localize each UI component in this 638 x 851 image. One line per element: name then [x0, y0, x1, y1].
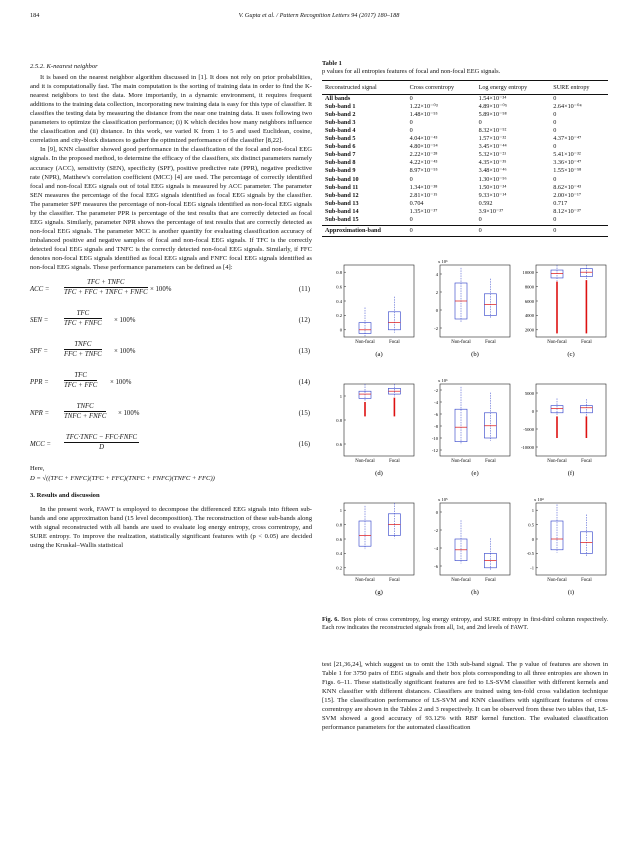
- y-tick-label: -12: [431, 447, 438, 453]
- page-number: 184: [30, 12, 40, 19]
- table-cell: 0: [553, 94, 557, 102]
- x-tick-label: Focal: [389, 578, 400, 583]
- table-cell: 0: [409, 216, 413, 224]
- table-cell: Sub-band 8: [325, 159, 356, 167]
- x-tick-label: Non-focal: [451, 578, 471, 583]
- y-tick-label: 0.2: [336, 565, 342, 571]
- table-cell: 4.37×10⁻⁴⁷: [553, 135, 582, 143]
- figure-caption-text: Box plots of cross correntropy, log energy entropy, and SURE entropy in first-third column respectively. Each row indicates the reconstructed signals from all, 1st, and 2nd levels of FAWT.: [322, 616, 609, 631]
- table-cell: Sub-band 1: [325, 102, 356, 110]
- table-cell: 3.45×10⁻⁴⁴: [478, 143, 507, 151]
- boxplot-panel: [418, 376, 514, 495]
- table-row: [322, 208, 608, 216]
- table-cell: 1.30×10⁻⁵⁶: [478, 175, 507, 183]
- y-tick-label: 0.6: [336, 441, 342, 447]
- x-tick-label: Non-focal: [451, 340, 471, 345]
- table-row: [322, 136, 608, 144]
- paragraph-knn: It is based on the nearest neighbor algorithm discussed in [1]. It does not rely on prior probabilities, and it is computationally fast. The main computation is the sorting of training data in order to find the K-nearest neighbors to test the data. More importantly, in a dynamic environment, it requires frequent additions to the training data collection, incorporating new training data is easy for this type of classifier. It classifies the testing data by measuring the distance from the near one training data. It uses following two parameters to optimize the classification performance; (i) K which decides how many neighbors influence the classification and (ii) distance. In this work, we varied K from 1 to 5 and used Euclidean, cosine, correlation and city-block distances to gather the optimized performance of the classifier [8,22].: [30, 74, 312, 145]
- y-tick-label: -8: [434, 423, 438, 429]
- x-tick-label: Non-focal: [547, 459, 567, 464]
- boxplot-panel: [418, 257, 514, 376]
- table-cell: Sub-band 15: [325, 216, 359, 224]
- y-tick-label: 2: [435, 289, 438, 295]
- equation-sen: SEN = TFC TFC + FNFC × 100% (12): [30, 310, 310, 328]
- table-cell: 5.89×10⁻⁵⁸: [478, 110, 507, 118]
- paragraph-metrics: In [9], KNN classifier showed good performance in the classification of the focal and non-focal EEG signals. In the proposed method, to determine the efficacy of the classifiers, six distinct parameters namely accuracy (ACC), sensitivity (SEN), specificity (SPF), positive predictive rate (PPR), negative predictive rate (NPR), Matthew's correlation coefficient (MCC) [4] are used. The percentage of correctly identified focal and non-focal EEG signals out of total EEG signals is measured by ACC parameter. The parameter SEN measures the percentage of the focal EEG signals identified as focal EEG signals by the classifier. The parameter SPF measures the percentage of non-focal EEG signals identified as non-focal EEG signals by the classifier. The parameter PPR is percentage of the test results that are correctly detected as focal EEG signals. Similarly, parameter NPR shows the percentage of test results that are correctly detected as non-focal EEG signals. The parameter MCC is another quantity for evaluating classification accuracy of imbalanced positive and negative samples of focal and non-focal EEG signals. If TFC is the correctly detected focal EEG signals and TNFC is the correctly detected non-focal EEG signals. Similarly, if FFC denotes non-focal EEG signals identified as focal EEG signals and FNFC focal EEG signals identified as non-focal EEG signals. These performance parameters can be defined as [4]:: [30, 146, 312, 272]
- plot-frame: [344, 384, 414, 456]
- x-tick-label: Non-focal: [547, 340, 567, 345]
- y-tick-label: -2: [434, 527, 438, 533]
- plot-frame: [536, 503, 606, 575]
- y-tick-label: -2: [434, 325, 438, 331]
- equation-mcc: MCC = TFC·TNFC − FFC·FNFC D (16): [30, 434, 310, 452]
- table-row: [322, 225, 608, 237]
- table-cell: 0: [478, 216, 482, 224]
- table-cell: Sub-band 4: [325, 127, 356, 135]
- y-tick-label: 0.8: [336, 270, 342, 275]
- y-tick-label: 0.4: [336, 298, 342, 304]
- table-row: [322, 111, 608, 119]
- panel-label: (e): [471, 470, 479, 477]
- y-tick-label: -6: [434, 411, 438, 417]
- y-tick-label: 2000: [524, 327, 534, 333]
- table-cell: Sub-band 11: [325, 183, 359, 191]
- x-tick-label: Focal: [389, 340, 400, 345]
- y-tick-label: 0: [339, 327, 342, 333]
- y-tick-label: 5000: [524, 390, 534, 396]
- x-tick-label: Focal: [485, 578, 496, 583]
- table-cell: 0: [553, 110, 557, 118]
- x-tick-label: Non-focal: [451, 459, 471, 464]
- panel-label: (a): [375, 351, 383, 358]
- y-tick-label: 0: [531, 408, 534, 414]
- table-cell: 0: [553, 175, 557, 183]
- y-tick-label: 1: [531, 508, 534, 513]
- table-cell: 4.35×10⁻³⁵: [478, 159, 507, 167]
- p-value-table: [322, 80, 608, 237]
- table-cell: Sub-band 5: [325, 135, 356, 143]
- section-title: 3. Results and discussion: [30, 492, 100, 500]
- x-tick-label: Non-focal: [547, 578, 567, 583]
- table-cell: 8.12×10⁻³⁷: [553, 207, 582, 215]
- panel-label: (g): [375, 589, 383, 596]
- table-cell: Sub-band 6: [325, 143, 356, 151]
- x-tick-label: Non-focal: [355, 340, 375, 345]
- y-tick-label: 0: [435, 509, 438, 515]
- table-cell: 4.80×10⁻⁵⁴: [409, 143, 438, 151]
- y-tick-label: 0.6: [336, 536, 342, 542]
- table-cell: 1.55×10⁻⁵⁸: [553, 167, 582, 175]
- y-tick-label: -6: [434, 563, 438, 569]
- y-tick-label: 0.8: [336, 417, 342, 423]
- y-tick-label: -10000: [520, 444, 534, 450]
- table-cell: 1.35×10⁻³⁷: [409, 207, 438, 215]
- axis-exponent: x 10⁵: [438, 497, 448, 502]
- panel-label: (b): [471, 351, 479, 358]
- table-cell: 8.97×10⁻⁵⁵: [409, 167, 438, 175]
- page-header: [30, 12, 608, 24]
- x-tick-label: Non-focal: [355, 459, 375, 464]
- table-cell: 1.22×10⁻⁰³: [409, 102, 438, 110]
- axis-exponent: x 10⁶: [438, 259, 448, 264]
- x-tick-label: Focal: [581, 340, 592, 345]
- table-cell: 0: [409, 175, 413, 183]
- table-caption-text: p values for all entropies features of focal and non-focal EEG signals.: [322, 68, 501, 75]
- here-label: Here,: [30, 465, 45, 473]
- table-cell: 2.00×10⁻¹⁷: [553, 191, 582, 199]
- table-header-cell: Cross correntropy: [407, 81, 476, 95]
- y-tick-label: 1: [339, 508, 342, 513]
- y-tick-label: 0: [435, 307, 438, 313]
- table-cell: 0.704: [409, 199, 424, 207]
- table-cell: Sub-band 13: [325, 199, 359, 207]
- table-cell: 2.22×10⁻²⁸: [409, 151, 438, 159]
- y-tick-label: 0.2: [336, 313, 342, 319]
- table-row: [322, 119, 608, 127]
- y-tick-label: 0.6: [336, 284, 342, 290]
- table-row: [322, 184, 608, 192]
- table-cell: 1.54×10⁻³⁴: [478, 94, 507, 102]
- x-tick-label: Focal: [485, 459, 496, 464]
- table-cell: 1.48×10⁻⁵⁵: [409, 110, 438, 118]
- boxplot-panel: [322, 495, 418, 614]
- y-tick-label: -1: [530, 565, 534, 571]
- paragraph-results-cont: test [21,36,24], which suggest us to omit the 13th sub-band signal. The p value of features are shown in Table 1 for 3750 pairs of EEG signals and their box plots corresponding to all three entropies are shown in Figs. 6–11. These statistically significant features are fed to LS-SVM classifier with different kernels and KNN classifier with different distances. Classifiers are trained using ten-fold cross validation technique [15]. The classification performance of LS-SVM and KNN classifiers with significant features of cross correntropy are shown in the Tables 2 and 3 respectively. It can be observed from these two tables that, LS-SVM showed a good accuracy of 93.12% with RBF kernel function. The evaluated classification performance parameters for the automated classification: [322, 661, 608, 732]
- y-tick-label: 0: [531, 536, 534, 542]
- x-tick-label: Focal: [581, 578, 592, 583]
- axis-exponent: x 10⁶: [438, 378, 448, 383]
- d-equation: D = √((TFC + FNFC)(TFC + FFC)(TNFC + FNFC)(TNFC + FFC)): [30, 475, 215, 483]
- figure-caption-label: Fig. 6.: [322, 616, 339, 623]
- right-column-text: [322, 660, 608, 732]
- axis-exponent: x 10⁴: [534, 497, 544, 502]
- table-header-cell: Log energy entropy: [476, 81, 551, 95]
- table-cell: 3.48×10⁻⁴⁶: [478, 167, 507, 175]
- table-cell: 5.41×10⁻³²: [553, 151, 581, 159]
- table-cell: 0: [407, 225, 476, 237]
- table-cell: 4.04×10⁻⁴³: [409, 135, 438, 143]
- x-tick-label: Non-focal: [355, 578, 375, 583]
- table-cell: 0: [550, 225, 608, 237]
- plot-frame: [536, 265, 606, 337]
- table-cell: 0: [553, 216, 557, 224]
- table-cell: 3.9×10⁻³⁷: [478, 207, 504, 215]
- y-tick-label: -2: [434, 387, 438, 393]
- running-head: V. Gupta et al. / Pattern Recognition Letters 94 (2017) 180–188: [238, 12, 400, 19]
- plot-frame: [440, 265, 510, 337]
- table-cell: 9.33×10⁻¹⁴: [478, 191, 507, 199]
- table-cell: All bands: [325, 94, 351, 102]
- table-cell: Sub-band 12: [325, 191, 359, 199]
- y-tick-label: 4: [435, 271, 438, 277]
- panel-label: (f): [567, 470, 575, 477]
- y-tick-label: 4000: [524, 313, 534, 319]
- table-cell: 0: [553, 127, 557, 135]
- equation-npr: NPR = TNFC TNFC + FNFC × 100% (15): [30, 403, 310, 421]
- table-label: Table 1: [322, 60, 342, 67]
- y-tick-label: -4: [434, 545, 438, 551]
- table-cell: 8.32×10⁻⁵²: [478, 127, 507, 135]
- equation-acc: ACC = TFC + TNFC TFC + FFC + TNFC + FNFC × 100% (11): [30, 279, 310, 297]
- left-column: [30, 62, 312, 550]
- table-cell: Approximation-band: [322, 225, 407, 237]
- y-tick-label: 6000: [524, 298, 534, 304]
- table-cell: 2.64×10⁻⁰⁴: [553, 102, 582, 110]
- table-row: [322, 216, 608, 225]
- table-cell: 0: [476, 225, 551, 237]
- table-header-cell: SURE entropy: [550, 81, 608, 95]
- plot-frame: [344, 265, 414, 337]
- y-tick-label: 0.5: [528, 522, 534, 528]
- table-cell: 1.34×10⁻³⁸: [409, 183, 438, 191]
- plot-frame: [344, 503, 414, 575]
- y-tick-label: 10000: [522, 270, 534, 275]
- boxplot-panel: [514, 495, 610, 614]
- table-cell: Sub-band 2: [325, 110, 356, 118]
- table-cell: 0: [409, 118, 413, 126]
- table-cell: Sub-band 7: [325, 151, 356, 159]
- y-tick-label: 8000: [524, 284, 534, 290]
- table-block: [322, 60, 608, 237]
- y-tick-label: -10: [431, 435, 438, 441]
- panel-label: (i): [567, 589, 575, 596]
- panel-label: (h): [471, 589, 479, 596]
- table-row: [322, 168, 608, 176]
- boxplot-panel: [418, 495, 514, 614]
- table-cell: 0.592: [478, 199, 493, 207]
- table-cell: 4.22×10⁻⁴³: [409, 159, 438, 167]
- y-tick-label: 0.4: [336, 551, 342, 557]
- table-cell: 1.57×10⁻³²: [478, 135, 507, 143]
- subsection-title: 2.5.2. K-nearest neighbor: [30, 63, 98, 70]
- figure-6: [322, 257, 608, 659]
- table-cell: 0: [409, 127, 413, 135]
- plot-frame: [440, 503, 510, 575]
- table-cell: 0: [409, 94, 413, 102]
- table-cell: 8.62×10⁻⁴³: [553, 183, 582, 191]
- table-row: [322, 103, 608, 111]
- plot-frame: [536, 384, 606, 456]
- equation-spf: SPF = TNFC FFC + TNFC × 100% (13): [30, 341, 310, 359]
- y-tick-label: -5000: [523, 426, 534, 432]
- paragraph-results: In the present work, FAWT is employed to decompose the differenced EEG signals into fifteen sub-bands and one approximation band (15 level decomposition). The reconstruction of these sub-bands along with signal reconstructed with all bands are used to evaluate log energy entropy, cross correntropy, and SURE entropy. To improve the realization, statistically significant features with (p < 0.05) are decided using the Kruskal–Wallis statistical: [30, 506, 312, 550]
- table-cell: 0: [478, 118, 482, 126]
- x-tick-label: Focal: [581, 459, 592, 464]
- table-cell: 0: [553, 143, 557, 151]
- table-caption: [322, 60, 608, 76]
- equation-ppr: PPR = TFC TFC + FFC × 100% (14): [30, 372, 310, 390]
- table-cell: 0: [553, 118, 557, 126]
- x-tick-label: Focal: [485, 340, 496, 345]
- boxplot-panel: [514, 376, 610, 495]
- y-tick-label: -4: [434, 399, 438, 405]
- y-tick-label: -0.5: [526, 551, 534, 557]
- x-tick-label: Focal: [389, 459, 400, 464]
- table-cell: 4.89×10⁻⁰⁵: [478, 102, 507, 110]
- table-cell: Sub-band 9: [325, 167, 356, 175]
- table-row: [322, 95, 608, 104]
- table-row: [322, 176, 608, 184]
- boxplot-panel: [322, 257, 418, 376]
- table-cell: 5.32×10⁻²¹: [478, 151, 507, 159]
- equations: [30, 278, 312, 457]
- table-cell: 2.81×10⁻¹⁵: [409, 191, 438, 199]
- table-cell: Sub-band 3: [325, 118, 356, 126]
- boxplot-panel: [514, 257, 610, 376]
- plot-frame: [440, 384, 510, 456]
- panel-label: (d): [375, 470, 383, 477]
- y-tick-label: 1: [339, 393, 342, 399]
- boxplot-panel: [322, 376, 418, 495]
- y-tick-label: 0.8: [336, 522, 342, 528]
- table-cell: Sub-band 14: [325, 207, 359, 215]
- table-cell: 0.717: [553, 199, 568, 207]
- panel-label: (c): [567, 351, 575, 358]
- table-cell: 1.50×10⁻³⁴: [478, 183, 507, 191]
- figure-caption: [322, 616, 608, 632]
- table-cell: 3.36×10⁻⁴⁷: [553, 159, 582, 167]
- table-header-cell: Reconstructed signal: [322, 81, 407, 95]
- table-cell: Sub-band 10: [325, 175, 359, 183]
